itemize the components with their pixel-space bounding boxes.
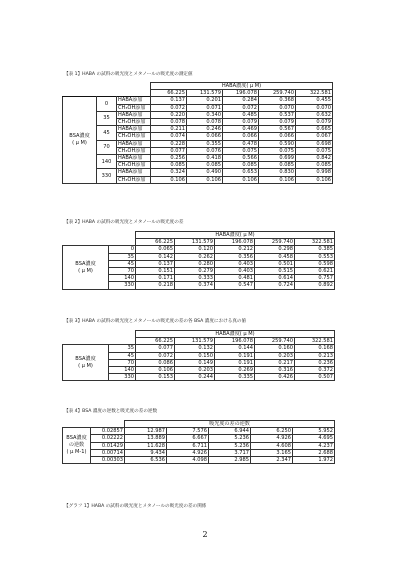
table4-value-cell: 5.236	[209, 442, 251, 449]
table1-value-cell: 0.106	[187, 176, 223, 183]
table2-conc-cell: 0	[109, 246, 136, 253]
table1-value-cell: 0.455	[296, 97, 333, 104]
table2-value-cell: 0.403	[215, 260, 255, 267]
table2-bsa-label-line2: ( μ M)	[78, 267, 93, 274]
table2-column-header: 131.579	[175, 239, 215, 246]
table1-value-cell: 0.632	[296, 111, 333, 118]
table1-value-cell: 0.085	[296, 162, 333, 169]
table4-value-cell: 2.688	[293, 449, 335, 456]
table-row	[63, 155, 333, 162]
table1-conc-cell: 45	[97, 126, 117, 140]
table2-value-cell: 0.621	[295, 268, 335, 275]
table4-value-cell: 3.717	[209, 449, 251, 456]
table1-value-cell: 0.075	[259, 147, 296, 154]
table2-column-header: 322.581	[295, 239, 335, 246]
table4-value-cell: 5.236	[209, 435, 251, 442]
table1-value-cell: 0.211	[151, 126, 187, 133]
table1-value-cell: 0.067	[296, 133, 333, 140]
table3-value-cell: 0.244	[175, 374, 215, 381]
table3-conc-cell: 45	[109, 352, 136, 359]
table2-conc-cell: 140	[109, 275, 136, 282]
table4-value-cell: 6.536	[125, 457, 167, 464]
table4-bsa-label-line2: の逆数	[68, 442, 85, 449]
table3-caption: 【表 3】HABA の試料の吸光度とメタノールの吸光度の差の各 BSA 濃度における真の値	[64, 319, 247, 324]
table1-row-label: HABA添加	[117, 126, 151, 133]
table3-value-cell: 0.153	[136, 374, 175, 381]
table1-column-header: 322.581	[296, 90, 333, 97]
table3-value-cell: 0.150	[175, 352, 215, 359]
table-row	[63, 345, 335, 352]
table-row	[63, 246, 335, 253]
table4-value-cell: 4.237	[293, 442, 335, 449]
table1-value-cell: 0.137	[151, 97, 187, 104]
table1-row-label: CH₃OH添加	[117, 119, 151, 126]
table1-value-cell: 0.072	[151, 104, 187, 111]
table3-bsa-label-line2: ( μ M)	[78, 362, 93, 369]
table1-value-cell: 0.340	[187, 111, 223, 118]
table3-conc-cell: 330	[109, 374, 136, 381]
table2-value-cell: 0.481	[215, 275, 255, 282]
table1-value-cell: 0.106	[296, 176, 333, 183]
table1-conc-cell: 70	[97, 140, 117, 154]
table3-column-header: 322.581	[295, 338, 335, 345]
table1-column-header: 66.225	[151, 90, 187, 97]
table2-value-cell: 0.553	[295, 253, 335, 260]
table1-value-cell: 0.085	[187, 162, 223, 169]
table3-value-cell: 0.217	[255, 359, 295, 366]
table1-value-cell: 0.665	[296, 126, 333, 133]
table1-value-cell: 0.079	[223, 119, 259, 126]
table2-value-cell: 0.614	[255, 275, 295, 282]
table2-value-cell: 0.403	[215, 268, 255, 275]
table2-value-cell: 0.892	[295, 282, 335, 289]
table3-value-cell: 0.335	[215, 374, 255, 381]
graph1-caption: 【グラフ 1】HABA の試料の吸光度とメタノールの吸光度の差の関係	[64, 504, 207, 509]
table3-value-cell: 0.168	[295, 345, 335, 352]
table1-row-label: HABA添加	[117, 169, 151, 176]
table1-value-cell: 0.201	[187, 97, 223, 104]
table-row	[63, 442, 335, 449]
table4-value-cell: 5.952	[293, 428, 335, 435]
table1-value-cell: 0.490	[187, 169, 223, 176]
table1-value-cell: 0.256	[151, 155, 187, 162]
table1-row-label: CH₃OH添加	[117, 133, 151, 140]
table4-value-cell: 12.987	[125, 428, 167, 435]
table2-value-cell: 0.120	[175, 246, 215, 253]
table-row	[63, 140, 333, 147]
table3-value-cell: 0.191	[215, 359, 255, 366]
table2-value-cell: 0.279	[175, 268, 215, 275]
table4-header: 吸光度の差の逆数	[125, 421, 335, 428]
table1-value-cell: 0.066	[223, 133, 259, 140]
table1-value-cell: 0.078	[187, 119, 223, 126]
table1-value-cell: 0.246	[187, 126, 223, 133]
table4-value-cell: 2.985	[209, 457, 251, 464]
table3-column-header: 66.225	[136, 338, 175, 345]
table1-value-cell: 0.075	[223, 147, 259, 154]
table1-value-cell: 0.085	[259, 162, 296, 169]
table1-bsa-label	[63, 97, 97, 183]
table2-header-row	[63, 232, 335, 239]
table4-value-cell: 13.889	[125, 435, 167, 442]
table4-value-cell: 4.926	[251, 435, 293, 442]
table1-value-cell: 0.998	[296, 169, 333, 176]
table4-value-cell: 6.250	[251, 428, 293, 435]
table1-value-cell: 0.478	[223, 140, 259, 147]
table1-value-cell: 0.074	[151, 133, 187, 140]
table3-value-cell: 0.316	[255, 367, 295, 374]
table3-value-cell: 0.086	[136, 359, 175, 366]
table1-column-header: 196.078	[223, 90, 259, 97]
table-row	[63, 428, 335, 435]
table1-bsa-label-line1: BSA濃度	[69, 133, 90, 140]
table1-row-label: HABA添加	[117, 140, 151, 147]
table4	[62, 420, 335, 464]
table2-columns-row	[63, 239, 335, 246]
table1-value-cell: 0.220	[151, 111, 187, 118]
table1-value-cell: 0.072	[223, 104, 259, 111]
table3-header-row	[63, 331, 335, 338]
table1-row-label: CH₃OH添加	[117, 104, 151, 111]
table2-value-cell: 0.374	[175, 282, 215, 289]
table1-value-cell: 0.590	[259, 140, 296, 147]
table1-column-header: 131.579	[187, 90, 223, 97]
table1-conc-cell: 0	[97, 97, 117, 111]
table2-value-cell: 0.515	[255, 268, 295, 275]
table1-value-cell: 0.077	[151, 147, 187, 154]
table2-value-cell: 0.280	[175, 260, 215, 267]
table1-row-label: CH₃OH添加	[117, 176, 151, 183]
table2-conc-cell: 45	[109, 260, 136, 267]
table1-row-label: HABA添加	[117, 97, 151, 104]
table4-header-row	[63, 421, 335, 428]
table1-column-header: 259.740	[259, 90, 296, 97]
table4-value-cell: 6.944	[209, 428, 251, 435]
table3-bsa-label-line1: BSA濃度	[75, 355, 96, 362]
table4-value-cell: 6.667	[167, 435, 209, 442]
table1-value-cell: 0.842	[296, 155, 333, 162]
table4-value-cell: 4.608	[251, 442, 293, 449]
table-row	[63, 97, 333, 104]
table1-caption: 【表 1】HABA の試料の吸光度とメタノールの吸光度の測定値	[64, 72, 193, 77]
table3-conc-cell: 35	[109, 345, 136, 352]
table2-conc-cell: 70	[109, 268, 136, 275]
table3-column-header: 131.579	[175, 338, 215, 345]
table3-value-cell: 0.144	[215, 345, 255, 352]
table3-columns-row	[63, 338, 335, 345]
table-row	[63, 169, 333, 176]
table1-row-label: HABA添加	[117, 155, 151, 162]
table1-value-cell: 0.079	[296, 119, 333, 126]
table3-value-cell: 0.149	[175, 359, 215, 366]
table1-value-cell: 0.066	[187, 133, 223, 140]
table-row	[63, 111, 333, 118]
table2-value-cell: 0.137	[136, 260, 175, 267]
table4-value-cell: 6.711	[167, 442, 209, 449]
table2-value-cell: 0.065	[136, 246, 175, 253]
table2-value-cell: 0.385	[295, 246, 335, 253]
table2-value-cell: 0.356	[215, 253, 255, 260]
table3-bsa-label	[63, 345, 109, 381]
table1-header: HABA濃度( μ M)	[151, 83, 333, 90]
table1-value-cell: 0.079	[259, 119, 296, 126]
table3-value-cell: 0.372	[295, 367, 335, 374]
table2-column-header: 66.225	[136, 239, 175, 246]
table3-header: HABA濃度( μ M)	[136, 331, 335, 338]
table1-value-cell: 0.830	[259, 169, 296, 176]
table-row	[63, 457, 335, 464]
table1-value-cell: 0.698	[296, 140, 333, 147]
table1-value-cell: 0.106	[259, 176, 296, 183]
table2-value-cell: 0.151	[136, 268, 175, 275]
table1-bsa-label-line2: ( μ M)	[72, 140, 87, 147]
table1-row-label: CH₃OH添加	[117, 162, 151, 169]
table3-value-cell: 0.203	[255, 352, 295, 359]
table2-caption: 【表 2】HABA の試料の吸光度とメタノールの吸光度の差	[64, 220, 184, 225]
table3-value-cell: 0.213	[295, 352, 335, 359]
table1-value-cell: 0.368	[259, 97, 296, 104]
table4-value-cell: 4.098	[167, 457, 209, 464]
table3-conc-cell: 70	[109, 359, 136, 366]
table3-value-cell: 0.236	[295, 359, 335, 366]
table1-conc-cell: 140	[97, 155, 117, 169]
table4-conc-cell: 0.00303	[91, 457, 125, 464]
table1-value-cell: 0.537	[259, 111, 296, 118]
table2-value-cell: 0.333	[175, 275, 215, 282]
table4-conc-cell: 0.02857	[91, 428, 125, 435]
table1-value-cell: 0.228	[151, 140, 187, 147]
table2-value-cell: 0.547	[215, 282, 255, 289]
table1-value-cell: 0.076	[187, 147, 223, 154]
table1-value-cell: 0.699	[259, 155, 296, 162]
table3-value-cell: 0.203	[175, 367, 215, 374]
table2-bsa-label	[63, 246, 109, 289]
table2-value-cell: 0.171	[136, 275, 175, 282]
table3-column-header: 196.078	[215, 338, 255, 345]
page-number: 2	[202, 530, 208, 539]
table4-value-cell: 3.165	[251, 449, 293, 456]
table1-value-cell: 0.085	[223, 162, 259, 169]
table3-value-cell: 0.160	[255, 345, 295, 352]
table3-column-header: 259.740	[255, 338, 295, 345]
table1-value-cell: 0.070	[259, 104, 296, 111]
table1-value-cell: 0.485	[223, 111, 259, 118]
table2-conc-cell: 35	[109, 253, 136, 260]
table2-value-cell: 0.458	[255, 253, 295, 260]
table-row	[63, 449, 335, 456]
table4-bsa-label-line1: BSA濃度	[66, 435, 87, 442]
table1-value-cell: 0.284	[223, 97, 259, 104]
table1-value-cell: 0.469	[223, 126, 259, 133]
table1-value-cell: 0.653	[223, 169, 259, 176]
table1-value-cell: 0.567	[259, 126, 296, 133]
table1-value-cell: 0.324	[151, 169, 187, 176]
table4-value-cell: 4.695	[293, 435, 335, 442]
table1-header-row	[63, 83, 333, 90]
table1-value-cell: 0.085	[151, 162, 187, 169]
table2-header: HABA濃度( μ M)	[136, 232, 335, 239]
table4-value-cell: 9.434	[125, 449, 167, 456]
table4-conc-cell: 0.01429	[91, 442, 125, 449]
table4-conc-cell: 0.00714	[91, 449, 125, 456]
table2-value-cell: 0.598	[295, 260, 335, 267]
table-row	[63, 435, 335, 442]
table3-value-cell: 0.106	[136, 367, 175, 374]
table3-value-cell: 0.132	[175, 345, 215, 352]
table2-value-cell: 0.757	[295, 275, 335, 282]
table2-column-header: 196.078	[215, 239, 255, 246]
table3-value-cell: 0.426	[255, 374, 295, 381]
table3	[62, 330, 335, 381]
table1-conc-cell: 330	[97, 169, 117, 183]
table1-conc-cell: 35	[97, 111, 117, 125]
table2-value-cell: 0.212	[215, 246, 255, 253]
table1-row-label: HABA添加	[117, 111, 151, 118]
table3-value-cell: 0.077	[136, 345, 175, 352]
table2-value-cell: 0.724	[255, 282, 295, 289]
table4-value-cell: 2.347	[251, 457, 293, 464]
table2-value-cell: 0.262	[175, 253, 215, 260]
table1-value-cell: 0.070	[296, 104, 333, 111]
table4-value-cell: 4.926	[167, 449, 209, 456]
table4-value-cell: 1.972	[293, 457, 335, 464]
table2	[62, 231, 335, 290]
table1-value-cell: 0.418	[187, 155, 223, 162]
table1-value-cell: 0.078	[151, 119, 187, 126]
table3-value-cell: 0.507	[295, 374, 335, 381]
table4-bsa-label	[63, 428, 91, 464]
table1-value-cell: 0.106	[223, 176, 259, 183]
table2-bsa-label-line1: BSA濃度	[75, 260, 96, 267]
table1	[62, 82, 333, 184]
table1-value-cell: 0.075	[296, 147, 333, 154]
table2-value-cell: 0.298	[255, 246, 295, 253]
table3-value-cell: 0.072	[136, 352, 175, 359]
table4-caption: 【表 4】BSA 濃度の逆数と吸光度の差の逆数	[64, 409, 158, 414]
table3-conc-cell: 140	[109, 367, 136, 374]
table4-value-cell: 7.576	[167, 428, 209, 435]
table1-value-cell: 0.066	[259, 133, 296, 140]
table4-bsa-label-line3: ( μ M-1)	[66, 449, 87, 456]
table-row	[63, 126, 333, 133]
table2-column-header: 259.740	[255, 239, 295, 246]
table1-value-cell: 0.566	[223, 155, 259, 162]
table2-value-cell: 0.142	[136, 253, 175, 260]
table1-value-cell: 0.355	[187, 140, 223, 147]
table4-value-cell: 11.628	[125, 442, 167, 449]
table2-conc-cell: 330	[109, 282, 136, 289]
table1-value-cell: 0.071	[187, 104, 223, 111]
table1-value-cell: 0.106	[151, 176, 187, 183]
table4-conc-cell: 0.02222	[91, 435, 125, 442]
table2-value-cell: 0.218	[136, 282, 175, 289]
table3-value-cell: 0.191	[215, 352, 255, 359]
table2-value-cell: 0.501	[255, 260, 295, 267]
table3-value-cell: 0.269	[215, 367, 255, 374]
table1-row-label: CH₃OH添加	[117, 147, 151, 154]
table1-columns-row	[63, 90, 333, 97]
